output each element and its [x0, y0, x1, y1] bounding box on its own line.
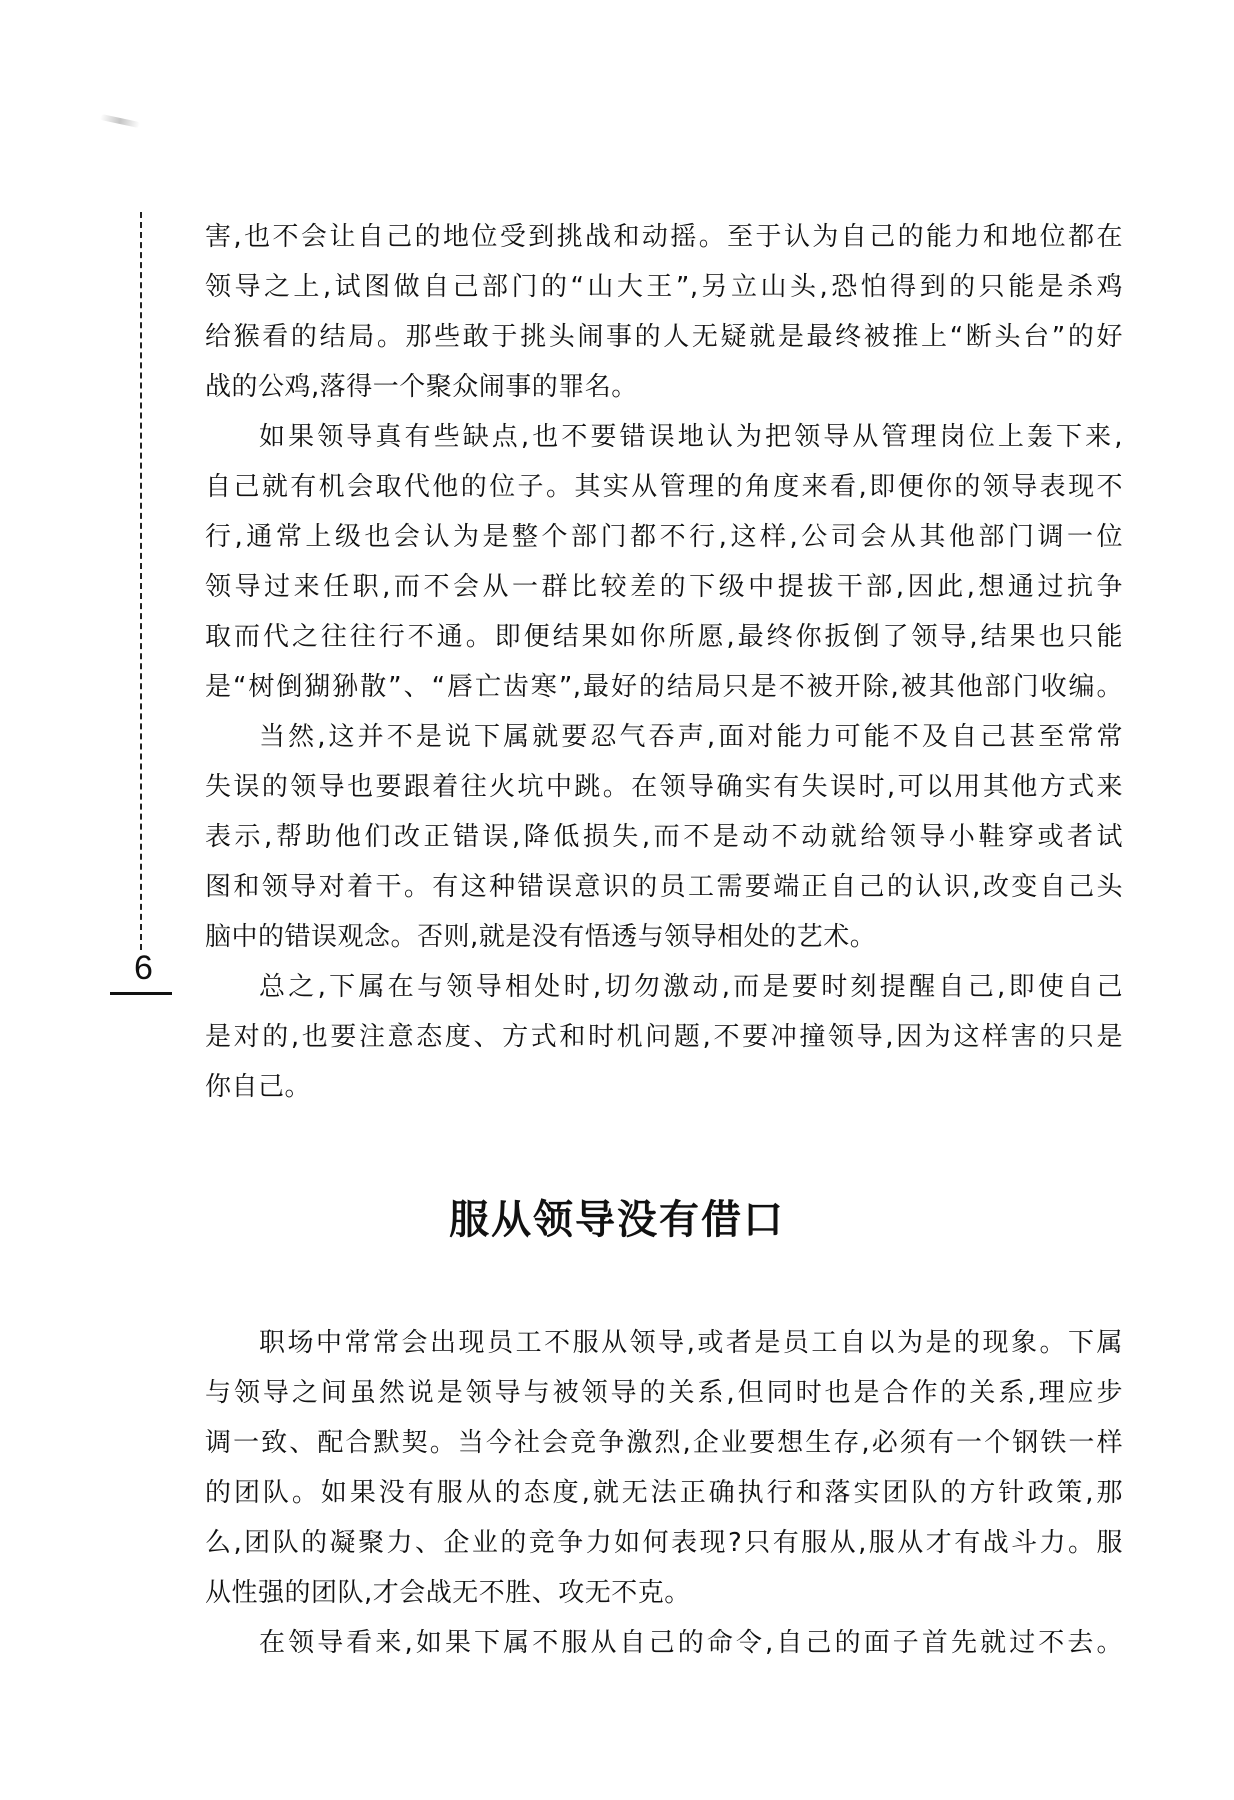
paragraph-first-line: 如果领导真有些缺点,也不要错误地认为把领导从管理岗位上轰下来,	[259, 422, 1123, 452]
text-line: 从性强的团队,才会战无不胜、攻无不克。	[205, 1578, 691, 1608]
paragraph-first-line: 当然,这并不是说下属就要忍气吞声,面对能力可能不及自己甚至常常	[259, 722, 1123, 752]
text-line: 取而代之往往行不通。即便结果如你所愿,最终你扳倒了领导,结果也只能	[205, 622, 1123, 652]
text-line: 你自己。	[205, 1072, 312, 1102]
text-line: 调一致、配合默契。当今社会竞争激烈,企业要想生存,必须有一个钢铁一样	[205, 1428, 1123, 1458]
text-line: 领导过来任职,而不会从一群比较差的下级中提拔干部,因此,想通过抗争	[205, 572, 1123, 602]
page-number: 6	[134, 949, 153, 987]
section-heading: 服从领导没有借口	[449, 1197, 785, 1243]
text-line: 领导之上,试图做自己部门的“山大王”,另立山头,恐怕得到的只能是杀鸡	[205, 272, 1123, 302]
body-text-continued	[205, 212, 1123, 1112]
text-line: 失误的领导也要跟着往火坑中跳。在领导确实有失误时,可以用其他方式来	[205, 772, 1123, 802]
text-line: 战的公鸡,落得一个聚众闹事的罪名。	[205, 372, 638, 402]
text-line: 是“树倒猢狲散”、“唇亡齿寒”,最好的结局只是不被开除,被其他部门收编。	[205, 672, 1123, 702]
text-line: 给猴看的结局。那些敢于挑头闹事的人无疑就是最终被推上“断头台”的好	[205, 322, 1123, 352]
text-line: 脑中的错误观念。否则,就是没有悟透与领导相处的艺术。	[205, 922, 877, 952]
text-line: 图和领导对着干。有这种错误意识的员工需要端正自己的认识,改变自己头	[205, 872, 1123, 902]
paragraph-first-line: 总之,下属在与领导相处时,切勿激动,而是要时刻提醒自己,即使自己	[259, 972, 1123, 1002]
text-line: 么,团队的凝聚力、企业的竞争力如何表现?只有服从,服从才有战斗力。服	[205, 1528, 1123, 1558]
paragraph-first-line: 在领导看来,如果下属不服从自己的命令,自己的面子首先就过不去。	[259, 1628, 1123, 1658]
text-line: 自己就有机会取代他的位子。其实从管理的角度来看,即便你的领导表现不	[205, 472, 1123, 502]
text-line: 表示,帮助他们改正错误,降低损失,而不是动不动就给领导小鞋穿或者试	[205, 822, 1123, 852]
text-line: 的团队。如果没有服从的态度,就无法正确执行和落实团队的方针政策,那	[205, 1478, 1123, 1508]
page-number-underline	[110, 992, 172, 995]
paragraph-first-line: 职场中常常会出现员工不服从领导,或者是员工自以为是的现象。下属	[259, 1328, 1123, 1358]
text-line: 害,也不会让自己的地位受到挑战和动摇。至于认为自己的能力和地位都在	[205, 222, 1123, 252]
margin-dashed-rule	[140, 212, 142, 950]
section-body-text	[205, 1318, 1123, 1668]
scan-smudge	[100, 114, 140, 128]
text-line: 行,通常上级也会认为是整个部门都不行,这样,公司会从其他部门调一位	[205, 522, 1123, 552]
text-line: 是对的,也要注意态度、方式和时机问题,不要冲撞领导,因为这样害的只是	[205, 1022, 1123, 1052]
text-line: 与领导之间虽然说是领导与被领导的关系,但同时也是合作的关系,理应步	[205, 1378, 1123, 1408]
